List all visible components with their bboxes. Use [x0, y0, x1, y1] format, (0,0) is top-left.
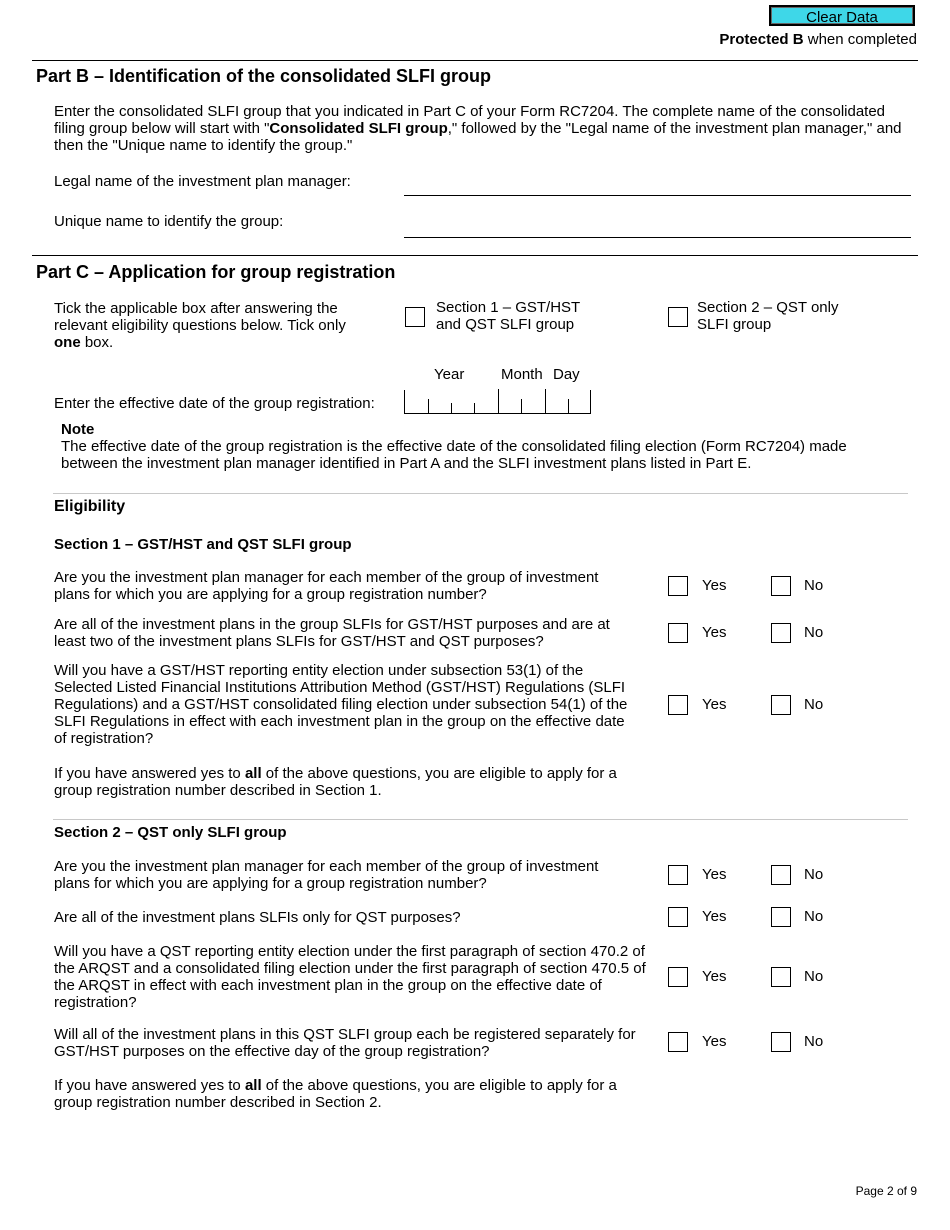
legal-name-label: Legal name of the investment plan manager: [54, 173, 351, 190]
protected-suffix: when completed [803, 31, 917, 48]
s2-question-2: Are all of the investment plans SLFIs only for QST purposes? [54, 909, 461, 926]
eligibility-title: Eligibility [54, 498, 126, 515]
page-number: Page 2 of 9 [855, 1184, 917, 1198]
date-divider [474, 403, 475, 413]
date-label: Enter the effective date of the group registration: [54, 395, 375, 412]
part-b-intro [54, 103, 904, 154]
protected-level: Protected B [719, 31, 804, 48]
date-day-heading: Day [553, 366, 580, 383]
date-year-heading: Year [434, 366, 465, 383]
intro-text-2: ," followed by the "Legal name of the investment plan manager," and then the "Unique name to identify the group." [54, 120, 902, 154]
clear-data-button[interactable]: Clear Data [769, 5, 915, 26]
effective-date-input[interactable] [404, 390, 591, 414]
no-label: No [804, 866, 824, 883]
divider [53, 819, 908, 820]
yes-label: Yes [702, 624, 727, 641]
section-1-option-label: Section 1 – GST/HST and QST SLFI group [436, 299, 580, 333]
s1-q1-no-checkbox[interactable] [771, 576, 791, 596]
conclusion-text-1: If you have answered yes to [54, 765, 245, 782]
no-label: No [804, 968, 824, 985]
s2-question-1: Are you the investment plan manager for each member of the group of investment plans for which you are applying for a group registration number? [54, 858, 599, 892]
s2-q1-yes-checkbox[interactable] [668, 865, 688, 885]
s2-question-4: Will all of the investment plans in this QST SLFI group each be registered separately for GST/HST purposes on the effective day of the group registration? [54, 1026, 636, 1060]
unique-name-input[interactable] [404, 217, 911, 238]
legal-name-input[interactable] [404, 175, 911, 196]
s1-conclusion [54, 765, 654, 799]
date-divider [521, 399, 522, 413]
no-label: No [804, 696, 824, 713]
s1-question-2: Are all of the investment plans in the group SLFIs for GST/HST purposes and are at least two of the investment plans SLFIs for GST/HST and QST purposes? [54, 616, 610, 650]
no-label: No [804, 577, 824, 594]
yes-label: Yes [702, 866, 727, 883]
date-divider [568, 399, 569, 413]
divider [32, 255, 918, 256]
section-2-checkbox[interactable] [668, 307, 688, 327]
conclusion-text-2: of the above questions, you are eligible to apply for a group registration number described in Section 1. [54, 765, 617, 799]
s1-q3-no-checkbox[interactable] [771, 695, 791, 715]
s2-q3-yes-checkbox[interactable] [668, 967, 688, 987]
s2-q2-yes-checkbox[interactable] [668, 907, 688, 927]
divider [53, 493, 908, 494]
s2-q4-no-checkbox[interactable] [771, 1032, 791, 1052]
conclusion-text-1: If you have answered yes to [54, 1077, 245, 1094]
s1-q1-yes-checkbox[interactable] [668, 576, 688, 596]
date-month-heading: Month [501, 366, 543, 383]
s2-q4-yes-checkbox[interactable] [668, 1032, 688, 1052]
s2-conclusion [54, 1077, 654, 1111]
section-1-title: Section 1 – GST/HST and QST SLFI group [54, 536, 352, 553]
section-1-checkbox[interactable] [405, 307, 425, 327]
s1-question-1: Are you the investment plan manager for each member of the group of investment plans for which you are applying for a group registration number? [54, 569, 599, 603]
date-divider [451, 403, 452, 413]
no-label: No [804, 1033, 824, 1050]
yes-label: Yes [702, 908, 727, 925]
part-b-title: Part B – Identification of the consolidated SLFI group [36, 66, 492, 86]
s2-q1-no-checkbox[interactable] [771, 865, 791, 885]
yes-label: Yes [702, 577, 727, 594]
s1-question-3: Will you have a GST/HST reporting entity election under subsection 53(1) of the Selected Listed Financial Institutions Attribution Method (GST/HST) Regulations (SLFI Regulations) and a GST/HST consolidated filing election under subsection 54(1) of the SLFI Regulations in effect with each investment plan in the group on the effective date of registration? [54, 662, 628, 747]
date-divider [428, 399, 429, 413]
intro-bold: Consolidated SLFI group [269, 120, 448, 137]
yes-label: Yes [702, 696, 727, 713]
conclusion-bold: all [244, 1077, 262, 1094]
note-text: The effective date of the group registration is the effective date of the consolidated filing election (Form RC7204) made between the investment plan manager identified in Part A and the SLFI investment plans listed in Part E. [61, 438, 847, 472]
yes-label: Yes [702, 968, 727, 985]
date-divider [498, 389, 499, 413]
yes-label: Yes [702, 1033, 727, 1050]
note-title: Note [61, 421, 95, 438]
no-label: No [804, 908, 824, 925]
s2-q3-no-checkbox[interactable] [771, 967, 791, 987]
tick-text-1: Tick the applicable box after answering the relevant eligibility questions below. Tick only [54, 300, 346, 334]
s1-q2-yes-checkbox[interactable] [668, 623, 688, 643]
conclusion-text-2: of the above questions, you are eligible to apply for a group registration number described in Section 2. [54, 1077, 617, 1111]
protected-notice [719, 31, 917, 48]
intro-text-1: Enter the consolidated SLFI group that you indicated in Part C of your Form RC7204. The complete name of the consolidated filing group below will start with " [54, 103, 886, 137]
s2-question-3: Will you have a QST reporting entity election under the first paragraph of section 470.2 of the ARQST and a consolidated filing election under the first paragraph of section 470.5 of the ARQST in effect with each investment plan in the group on the effective date of registration? [54, 943, 646, 1011]
part-c-title: Part C – Application for group registration [36, 262, 396, 282]
no-label: No [804, 624, 824, 641]
date-divider [545, 389, 546, 413]
conclusion-bold: all [244, 765, 262, 782]
tick-instructions [54, 300, 374, 351]
tick-text-2: box. [80, 334, 114, 351]
section-2-option-label: Section 2 – QST only SLFI group [697, 299, 839, 333]
divider [32, 60, 918, 61]
unique-name-label: Unique name to identify the group: [54, 213, 284, 230]
s2-q2-no-checkbox[interactable] [771, 907, 791, 927]
s1-q3-yes-checkbox[interactable] [668, 695, 688, 715]
section-2-title: Section 2 – QST only SLFI group [54, 824, 287, 841]
tick-bold: one [54, 334, 81, 351]
s1-q2-no-checkbox[interactable] [771, 623, 791, 643]
